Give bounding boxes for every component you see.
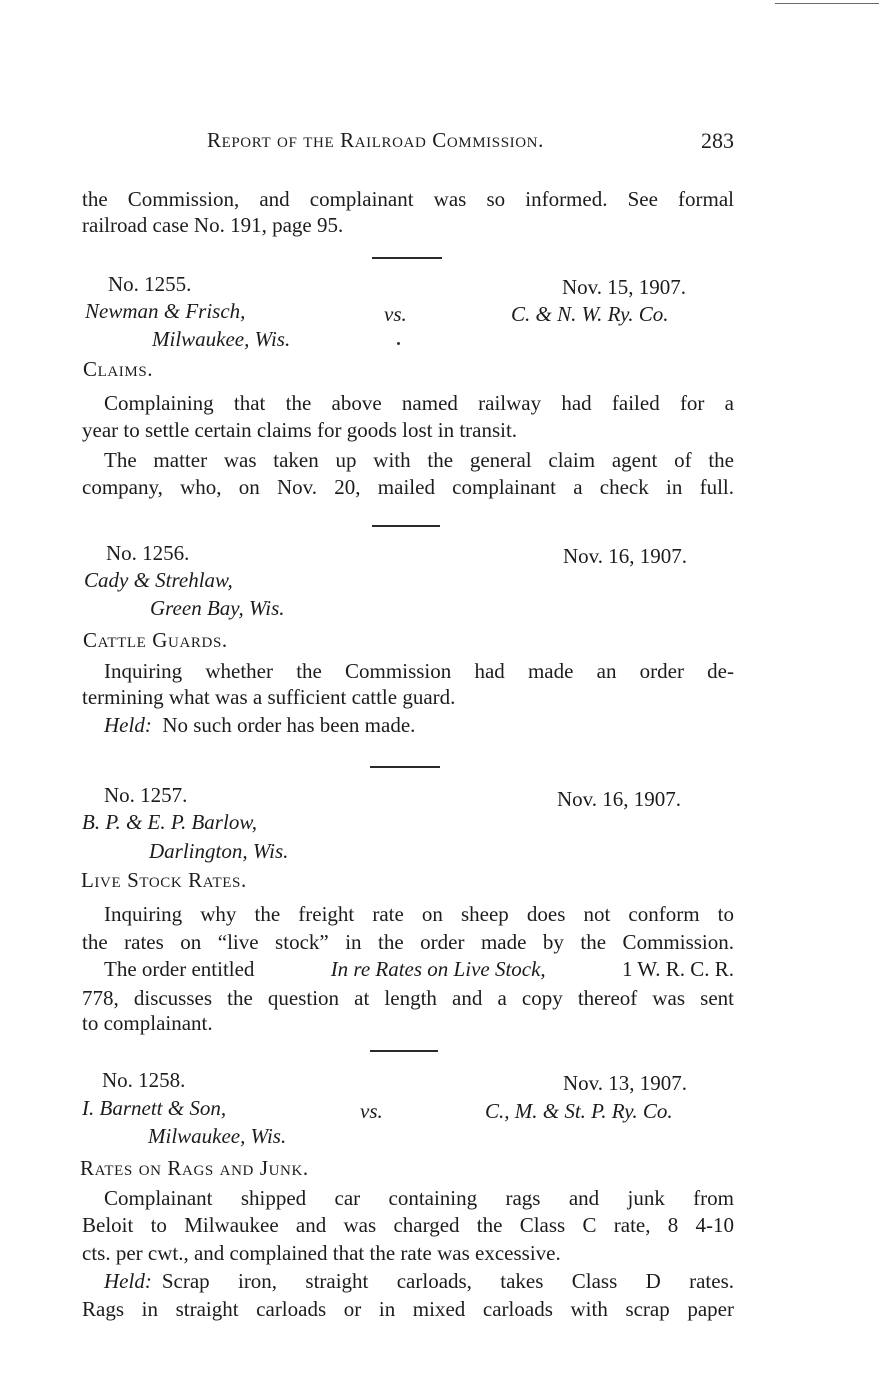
case-body-line: company, who, on Nov. 20, mailed complainant a check in full. xyxy=(82,475,734,499)
case-subject: Rates on Rags and Junk. xyxy=(80,1156,309,1180)
case-body-line: Complainant shipped car containing rags and junk from xyxy=(104,1186,734,1210)
case-body-line: 778, discusses the question at length and a copy thereof was sent xyxy=(82,986,734,1010)
case-complainant: Cady & Strehlaw, xyxy=(84,568,233,592)
case-body-line: Inquiring why the freight rate on sheep does not conform to xyxy=(104,902,734,926)
case-body-line: Inquiring whether the Commission had made an order de- xyxy=(104,659,734,683)
case-respondent: C., M. & St. P. Ry. Co. xyxy=(485,1099,673,1123)
order-pre: The order entitled xyxy=(104,957,255,981)
case-number: No. 1256. xyxy=(106,541,190,565)
case-complainant: B. P. & E. P. Barlow, xyxy=(82,810,258,834)
case-body-line: Rags in straight carloads or in mixed carloads with scrap paper xyxy=(82,1297,734,1321)
held-text: Scrap iron, straight carloads, takes Class D rates. xyxy=(161,1269,734,1293)
case-location: Darlington, Wis. xyxy=(149,839,289,863)
intro-line: railroad case No. 191, page 95. xyxy=(82,213,344,237)
order-post: 1 W. R. C. R. xyxy=(621,957,734,981)
held-text: No such order has been made. xyxy=(162,713,416,737)
case-number: No. 1258. xyxy=(102,1068,186,1092)
section-divider xyxy=(370,766,440,768)
case-location: Milwaukee, Wis. xyxy=(148,1124,287,1148)
case-subject: Live Stock Rates. xyxy=(81,868,247,892)
case-date: Nov. 16, 1907. xyxy=(557,787,682,811)
running-header xyxy=(82,128,734,156)
case-body-line: cts. per cwt., and complained that the rate was excessive. xyxy=(82,1241,561,1265)
held-label: Held: xyxy=(104,713,152,737)
case-body-line: to complainant. xyxy=(82,1011,213,1035)
case-complainant: Newman & Frisch, xyxy=(85,299,246,323)
intro-line: the Commission, and complainant was so informed. See formal xyxy=(82,187,734,211)
case-location: Green Bay, Wis. xyxy=(150,596,285,620)
case-vs: vs. xyxy=(360,1099,383,1123)
held-label: Held: xyxy=(104,1269,152,1293)
running-title: Report of the Railroad Commission. xyxy=(207,128,544,152)
page-number: 283 xyxy=(701,128,734,153)
case-date: Nov. 15, 1907. xyxy=(562,275,687,299)
section-divider xyxy=(370,1050,438,1052)
case-date: Nov. 13, 1907. xyxy=(563,1071,688,1095)
case-body-line: The matter was taken up with the general claim agent of the xyxy=(104,448,734,472)
case-body-line: year to settle certain claims for goods lost in transit. xyxy=(82,418,518,442)
case-held-line xyxy=(82,1267,734,1295)
case-order-line xyxy=(82,955,734,983)
case-vs: vs. xyxy=(384,302,407,326)
case-number: No. 1255. xyxy=(108,272,192,296)
case-body-line: Beloit to Milwaukee and was charged the Class C rate, 8 4-10 xyxy=(82,1213,734,1237)
section-divider xyxy=(372,257,442,259)
print-speck xyxy=(397,342,400,345)
case-respondent: C. & N. W. Ry. Co. xyxy=(511,302,669,326)
case-location: Milwaukee, Wis. xyxy=(152,327,291,351)
case-body-line: Complaining that the above named railway had failed for a xyxy=(104,391,734,415)
case-subject: Claims. xyxy=(83,357,154,381)
case-number: No. 1257. xyxy=(104,783,188,807)
case-date: Nov. 16, 1907. xyxy=(563,544,688,568)
case-subject: Cattle Guards. xyxy=(83,628,228,652)
scan-edge-line xyxy=(775,3,879,4)
case-held-line xyxy=(82,711,734,739)
case-body-line: the rates on “live stock” in the order made by the Commission. xyxy=(82,930,734,954)
case-body-line: termining what was a sufficient cattle guard. xyxy=(82,685,456,709)
section-divider xyxy=(372,525,440,527)
case-complainant: I. Barnett & Son, xyxy=(82,1096,227,1120)
order-title: In re Rates on Live Stock, xyxy=(330,957,546,981)
